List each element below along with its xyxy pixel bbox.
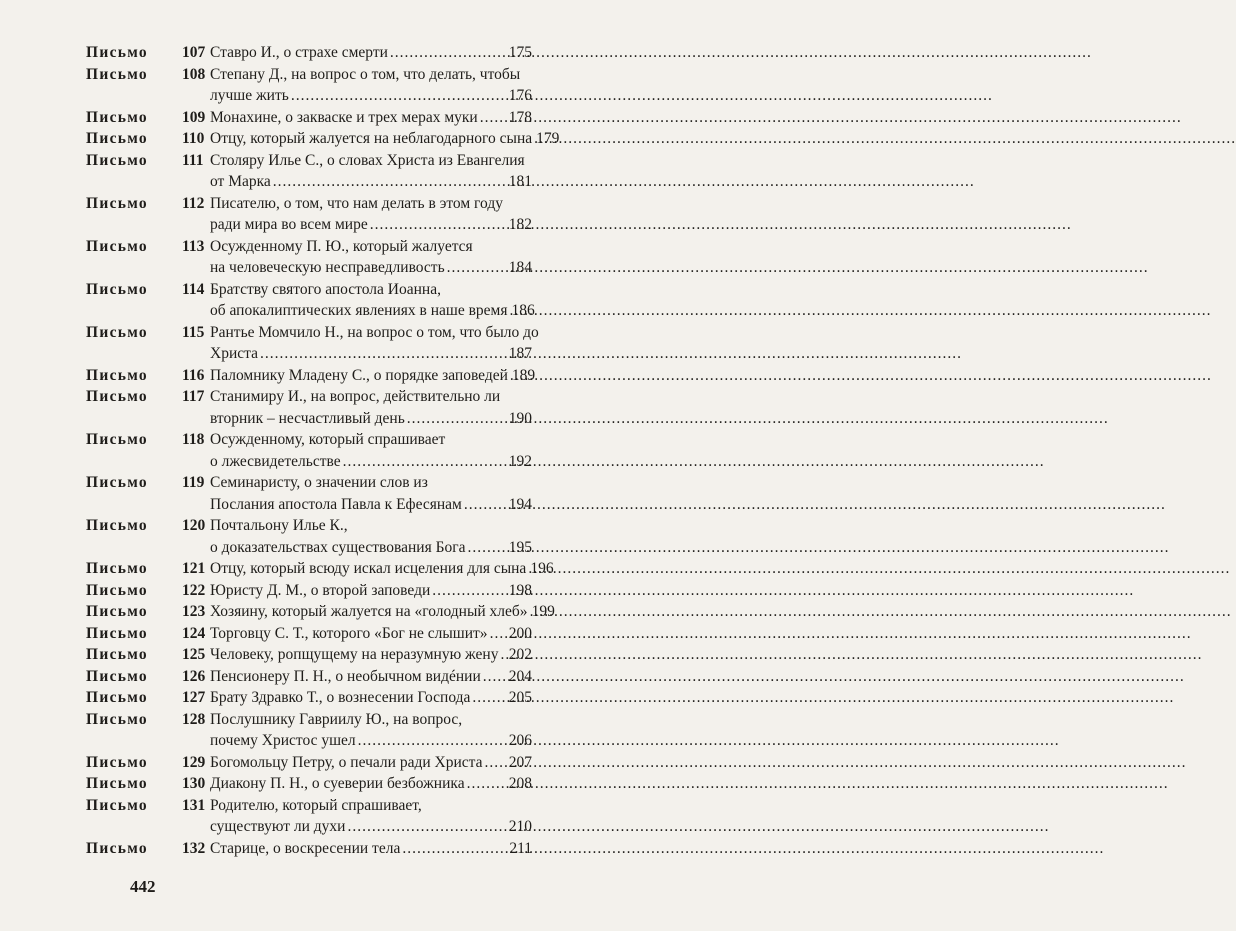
entry-title-text: Столяру Илье С., о словах Христа из Евангелия: [210, 151, 525, 169]
entry-title-text: Семинаристу, о значении слов из: [210, 474, 428, 491]
entry-body: [210, 752, 532, 774]
entry-number: 114: [182, 280, 205, 298]
entry-page: 207: [508, 753, 532, 771]
entry-label: Письмо: [86, 44, 148, 61]
entry-title-text: ради мира во всем мире: [210, 216, 368, 233]
toc-entry: [86, 107, 532, 129]
entry-title-text: Паломнику Младену С., о порядке заповедей: [210, 366, 508, 384]
toc-entry: [86, 515, 532, 558]
entry-line: [210, 451, 532, 473]
entry-title-text: об апокалиптических явлениях в наше время: [210, 302, 508, 319]
toc-entry: [86, 601, 555, 623]
book-page: [0, 0, 580, 931]
entry-page: 181: [508, 173, 532, 190]
entry-number: 128: [182, 710, 206, 728]
entry-number: 120: [182, 517, 206, 534]
entry-title-text: Брату Здравко Т., о вознесении Господа: [210, 689, 471, 706]
entry-line: [210, 343, 532, 365]
entry-title-text: Торговцу С. Т., которого «Бог не слышит»: [210, 624, 488, 642]
entry-body: [210, 472, 532, 515]
entry-label: Письмо: [86, 108, 148, 126]
entry-title-text: Осужденному П. Ю., который жалуется: [210, 237, 473, 255]
dot-leader: [484, 752, 506, 774]
entry-line: [210, 515, 532, 537]
entry-body: [210, 687, 532, 709]
dot-leader: [402, 838, 507, 860]
entry-body: [210, 42, 532, 64]
entry-page: 206: [508, 732, 532, 749]
entry-page: 190: [508, 409, 532, 427]
entry-title-text: Отцу, который всюду искал исцеления для сына: [210, 560, 527, 577]
dot-leader: [358, 730, 507, 752]
toc-entry: [86, 128, 560, 150]
entry-title-text: вторник – несчастливый день: [210, 409, 405, 427]
entry-page: 204: [508, 667, 532, 685]
entry-title-text: на человеческую несправедливость: [210, 259, 445, 276]
dot-leader: [472, 687, 506, 709]
entry-body: [210, 795, 532, 838]
entry-line: [210, 795, 532, 817]
dot-leader: [468, 537, 507, 559]
entry-label: Письмо: [86, 323, 148, 341]
entry-number: 130: [182, 775, 206, 792]
entry-body: [210, 64, 532, 107]
entry-page: 179: [536, 130, 560, 147]
entry-line: [210, 171, 532, 193]
entry-title-text: почему Христос ушел: [210, 732, 356, 749]
entry-body: [210, 623, 532, 645]
dot-leader: [291, 85, 507, 107]
entry-label: Письмо: [86, 474, 148, 491]
dot-leader: [483, 666, 507, 688]
entry-line: [210, 408, 532, 430]
entry-title-text: от Марка: [210, 173, 271, 190]
toc-entry: [86, 773, 532, 795]
toc-entry: [86, 429, 532, 472]
entry-page: 195: [508, 538, 532, 556]
entry-title-text: Ставро И., о страхе смерти: [210, 44, 388, 61]
entry-line: [210, 537, 532, 559]
entry-page: 176: [508, 87, 532, 104]
entry-number: 121: [182, 560, 206, 577]
entry-page: 189: [511, 366, 536, 384]
entry-label: Письмо: [86, 624, 148, 642]
entry-page: 192: [508, 452, 532, 470]
entry-label: Письмо: [86, 667, 148, 685]
entry-line: [210, 64, 532, 86]
entry-title-text: Рантье Момчило Н., на вопрос о том, что было до: [210, 323, 539, 341]
entry-label: Письмо: [86, 775, 148, 792]
entry-line: [210, 838, 532, 860]
entry-line: [210, 752, 532, 774]
entry-title-text: Братству святого апостола Иоанна,: [210, 280, 441, 298]
entry-title-text: Богомольцу Петру, о печали ради Христа: [210, 753, 483, 771]
entry-page: 178: [508, 108, 532, 126]
entry-number: 123: [182, 603, 206, 620]
entry-label: Письмо: [86, 560, 148, 577]
dot-leader: [464, 494, 507, 516]
entry-line: [210, 623, 532, 645]
entry-number: 127: [182, 689, 206, 706]
entry-title-text: Христа: [210, 345, 258, 362]
toc-entry: [86, 666, 532, 688]
toc-entry: [86, 193, 532, 236]
toc-entry: [86, 623, 532, 645]
toc-entry: [86, 322, 539, 365]
entry-line: [210, 580, 532, 602]
entry-line: [210, 386, 532, 408]
table-of-contents: [86, 42, 560, 859]
entry-line: [210, 42, 532, 64]
entry-title-text: Степану Д., на вопрос о том, что делать, чтобы: [210, 65, 521, 83]
entry-line: [210, 365, 536, 387]
entry-label: Письмо: [86, 65, 148, 83]
entry-line: [210, 494, 532, 516]
entry-number: 126: [182, 667, 206, 685]
entry-label: Письмо: [86, 710, 148, 728]
toc-entry: [86, 687, 532, 709]
entry-number: 108: [182, 65, 206, 83]
entry-page: 187: [508, 345, 532, 362]
entry-label: Письмо: [86, 689, 148, 706]
entry-title-text: Старице, о воскресении тела: [210, 839, 401, 857]
entry-line: [210, 85, 532, 107]
entry-page: 199: [531, 603, 555, 620]
entry-line: [210, 429, 532, 451]
dot-leader: [500, 644, 506, 666]
entry-body: [210, 558, 554, 580]
entry-line: [210, 300, 535, 322]
entry-line: [210, 279, 532, 301]
toc-entry: [86, 386, 532, 429]
entry-title-text: Хозяину, который жалуется на «голодный хлеб»: [210, 603, 528, 620]
entry-line: [210, 773, 532, 795]
entry-body: [210, 601, 555, 623]
entry-number: 112: [182, 194, 205, 212]
entry-title-text: лучше жить: [210, 87, 289, 104]
entry-number: 119: [182, 474, 205, 491]
entry-title-text: о лжесвидетельстве: [210, 452, 341, 470]
entry-body: [210, 515, 532, 558]
entry-number: 116: [182, 366, 205, 384]
entry-body: [210, 838, 532, 860]
dot-leader: [490, 623, 507, 645]
entry-line: [210, 644, 532, 666]
entry-label: Письмо: [86, 431, 148, 448]
entry-label: Письмо: [86, 130, 148, 147]
entry-body: [210, 386, 532, 429]
entry-number: 107: [182, 44, 206, 61]
entry-page: 182: [508, 216, 532, 233]
entry-body: [210, 128, 560, 150]
entry-line: [210, 257, 532, 279]
toc-entry: [86, 558, 554, 580]
entry-number: 115: [182, 323, 205, 341]
toc-entry: [86, 752, 532, 774]
entry-line: [210, 709, 532, 731]
entry-title-text: Писателю, о том, что нам делать в этом году: [210, 194, 503, 212]
entry-label: Письмо: [86, 388, 148, 405]
entry-page: 194: [508, 495, 532, 513]
entry-page: 211: [509, 839, 532, 857]
toc-entry: [86, 279, 535, 322]
entry-number: 117: [182, 388, 205, 405]
entry-line: [210, 236, 532, 258]
toc-entry: [86, 580, 532, 602]
entry-line: [210, 601, 555, 623]
entry-line: [210, 107, 532, 129]
dot-leader: [407, 408, 507, 430]
entry-title-text: Человеку, ропщущему на неразумную жену: [210, 646, 499, 663]
entry-body: [210, 150, 532, 193]
entry-title-text: Родителю, который спрашивает,: [210, 796, 422, 814]
entry-line: [210, 128, 560, 150]
entry-label: Письмо: [86, 839, 148, 857]
entry-number: 125: [182, 646, 206, 663]
entry-body: [210, 580, 532, 602]
entry-number: 113: [182, 237, 205, 255]
dot-leader: [273, 171, 507, 193]
entry-page: 186: [511, 302, 535, 319]
entry-title-text: Диакону П. Н., о суеверии безбожника: [210, 775, 465, 792]
entry-label: Письмо: [86, 753, 148, 771]
entry-label: Письмо: [86, 366, 148, 384]
entry-page: 175: [508, 44, 532, 61]
dot-leader: [432, 580, 506, 602]
entry-line: [210, 687, 532, 709]
dot-leader: [390, 42, 507, 64]
entry-body: [210, 193, 532, 236]
entry-title-text: Отцу, который жалуется на неблагодарного сына: [210, 130, 533, 147]
entry-label: Письмо: [86, 517, 148, 534]
toc-entry: [86, 795, 532, 838]
entry-label: Письмо: [86, 581, 148, 599]
dot-leader: [447, 257, 507, 279]
entry-line: [210, 816, 532, 838]
entry-page: 198: [508, 581, 532, 599]
entry-number: 111: [182, 151, 204, 169]
entry-title-text: Почтальону Илье К.,: [210, 517, 348, 534]
dot-leader: [480, 107, 507, 129]
entry-page: 184: [508, 259, 532, 276]
entry-page: 208: [508, 775, 532, 792]
toc-entry: [86, 365, 536, 387]
dot-leader: [260, 343, 507, 365]
entry-body: [210, 429, 532, 472]
entry-line: [210, 214, 532, 236]
entry-page: 200: [508, 624, 532, 642]
entry-label: Письмо: [86, 151, 148, 169]
toc-entry: [86, 709, 532, 752]
entry-title-text: Послушнику Гавриилу Ю., на вопрос,: [210, 710, 463, 728]
toc-entry: [86, 150, 532, 193]
entry-line: [210, 150, 532, 172]
entry-title-text: Осужденному, который спрашивает: [210, 431, 446, 448]
toc-entry: [86, 42, 532, 64]
entry-title-text: существуют ли духи: [210, 818, 346, 835]
entry-label: Письмо: [86, 796, 148, 814]
entry-page: 196: [530, 560, 554, 577]
entry-body: [210, 666, 532, 688]
entry-line: [210, 558, 554, 580]
entry-label: Письмо: [86, 646, 148, 663]
entry-body: [210, 279, 535, 322]
entry-title-text: Монахине, о закваске и трех мерах муки: [210, 108, 478, 126]
page-number: 442: [130, 877, 156, 896]
entry-body: [210, 773, 532, 795]
entry-number: 110: [182, 130, 205, 147]
dot-leader: [467, 773, 507, 795]
dot-leader: [343, 451, 507, 473]
entry-title-text: Юристу Д. М., о второй заповеди: [210, 581, 431, 599]
entry-number: 122: [182, 581, 206, 599]
entry-line: [210, 193, 532, 215]
entry-line: [210, 472, 532, 494]
dot-leader: [370, 214, 507, 236]
entry-label: Письмо: [86, 603, 148, 620]
entry-number: 118: [182, 431, 205, 448]
entry-number: 131: [182, 796, 206, 814]
entry-number: 132: [182, 839, 206, 857]
entry-number: 129: [182, 753, 206, 771]
entry-page: 202: [508, 646, 532, 663]
entry-label: Письмо: [86, 280, 148, 298]
entry-body: [210, 322, 539, 365]
dot-leader: [347, 816, 506, 838]
entry-line: [210, 322, 539, 344]
toc-entry: [86, 644, 532, 666]
entry-body: [210, 644, 532, 666]
entry-label: Письмо: [86, 194, 148, 212]
entry-label: Письмо: [86, 237, 148, 255]
entry-number: 124: [182, 624, 206, 642]
toc-entry: [86, 236, 532, 279]
entry-line: [210, 730, 532, 752]
entry-body: [210, 236, 532, 279]
toc-entry: [86, 838, 532, 860]
entry-title-text: Послания апостола Павла к Ефесянам: [210, 495, 462, 513]
entry-body: [210, 365, 536, 387]
entry-body: [210, 709, 532, 752]
entry-line: [210, 666, 532, 688]
toc-entry: [86, 472, 532, 515]
entry-page: 210: [508, 818, 532, 835]
entry-title-text: Станимиру И., на вопрос, действительно ли: [210, 388, 501, 405]
entry-number: 109: [182, 108, 206, 126]
toc-entry: [86, 64, 532, 107]
entry-body: [210, 107, 532, 129]
entry-title-text: Пенсионеру П. Н., о необычном видéнии: [210, 667, 481, 685]
entry-title-text: о доказательствах существования Бога: [210, 538, 466, 556]
entry-page: 205: [508, 689, 532, 706]
